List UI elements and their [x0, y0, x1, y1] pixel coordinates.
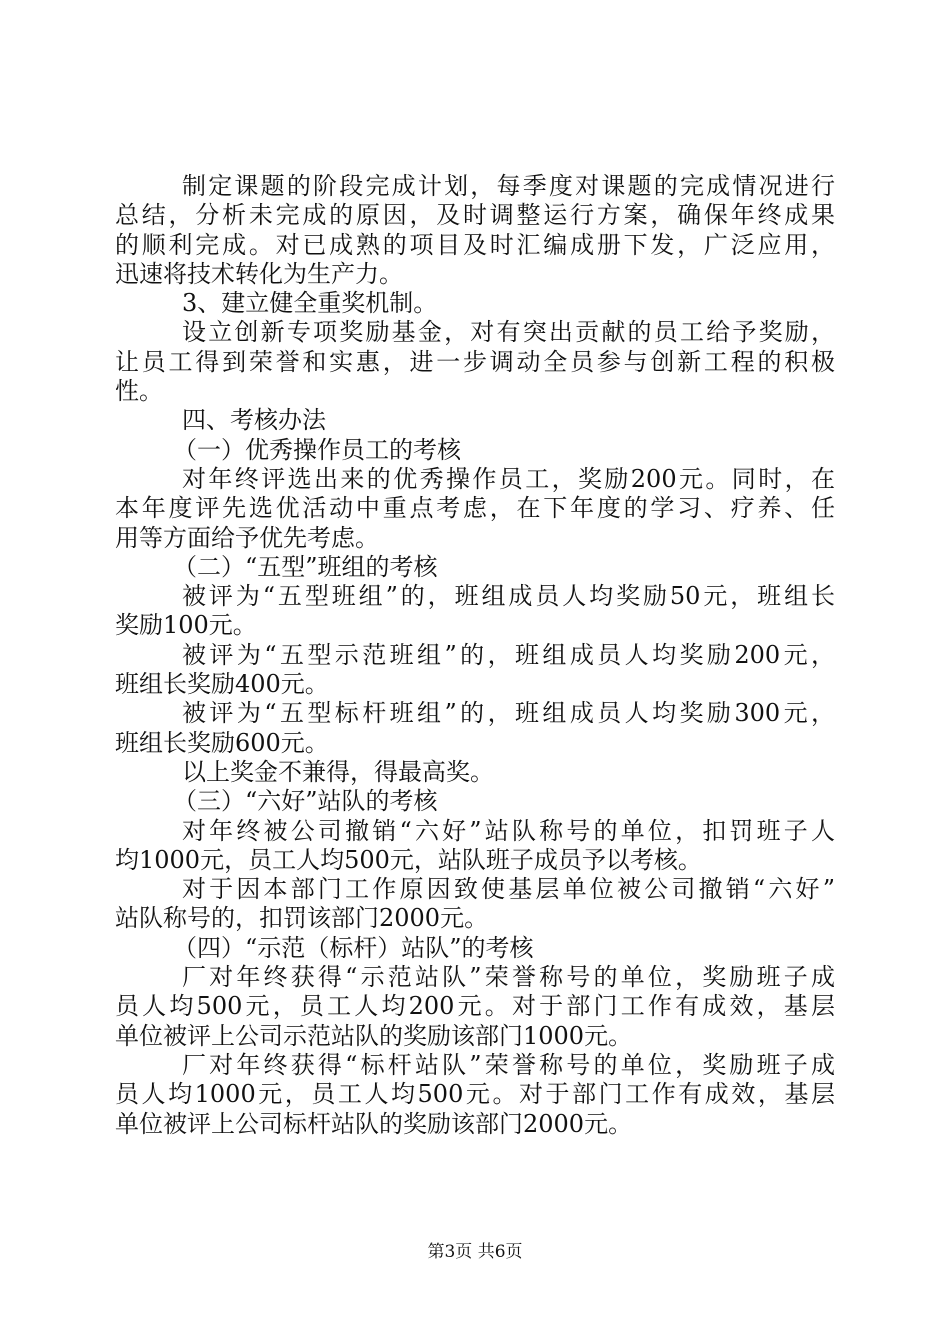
- paragraph-five-type-team: [115, 582, 835, 641]
- heading-reward-mechanism: [115, 289, 835, 318]
- text-line: 总结，分析未完成的原因，及时调整运行方案，确保年终成果: [115, 201, 835, 230]
- paragraph-reward-fund: [115, 318, 835, 406]
- paragraph-excellent-staff: [115, 465, 835, 553]
- text-line: 制定课题的阶段完成计划，每季度对课题的完成情况进行: [182, 172, 835, 200]
- text-line: 迅速将技术转化为生产力。: [115, 259, 403, 288]
- document-body: [115, 172, 835, 1139]
- text-line: 员人均1000元，员工人均500元。对于部门工作有成效，基层: [115, 1080, 835, 1109]
- text-line: 对年终评选出来的优秀操作员工，奖励200元。同时，在: [182, 464, 835, 493]
- text-line: 奖励100元。: [115, 611, 257, 640]
- text-line: （三）“六好”站队的考核: [173, 787, 438, 816]
- text-line: 设立创新专项奖励基金，对有突出贡献的员工给予奖励，: [182, 318, 835, 347]
- paragraph-benchmark-station: [115, 1051, 835, 1139]
- text-line: 四、考核办法: [182, 406, 326, 435]
- text-line: 让员工得到荣誉和实惠，进一步调动全员参与创新工程的积极: [115, 347, 835, 376]
- text-line: （一）优秀操作员工的考核: [173, 435, 461, 464]
- text-line: 3、建立健全重奖机制。: [182, 289, 438, 318]
- heading-demo-station: [115, 934, 835, 963]
- text-line: （二）“五型”班组的考核: [173, 552, 438, 581]
- text-line: 厂对年终获得“示范站队”荣誉称号的单位，奖励班子成: [182, 963, 835, 992]
- text-line: 厂对年终获得“标杆站队”荣誉称号的单位，奖励班子成: [182, 1050, 835, 1079]
- paragraph-demo-station: [115, 963, 835, 1051]
- paragraph-six-good-revoked: [115, 817, 835, 876]
- text-line: （四）“示范（标杆）站队”的考核: [173, 933, 534, 962]
- text-line: 以上奖金不兼得，得最高奖。: [182, 757, 494, 786]
- text-line: 用等方面给予优先考虑。: [115, 523, 379, 552]
- heading-excellent-staff: [115, 436, 835, 465]
- text-line: 对年终被公司撤销“六好”站队称号的单位，扣罚班子人: [182, 816, 835, 845]
- text-line: 对于因本部门工作原因致使基层单位被公司撤销“六好”: [182, 875, 835, 904]
- text-line: 被评为“五型班组”的，班组成员人均奖励50元，班组长: [182, 582, 835, 611]
- page-number: 第3页 共6页: [427, 1242, 523, 1262]
- text-line: 性。: [115, 377, 163, 406]
- text-line: 的顺利完成。对已成熟的项目及时汇编成册下发，广泛应用，: [115, 230, 835, 259]
- heading-assessment-methods: [115, 406, 835, 435]
- text-line: 单位被评上公司标杆站队的奖励该部门2000元。: [115, 1109, 633, 1138]
- text-line: 班组长奖励600元。: [115, 728, 329, 757]
- heading-six-good-station: [115, 787, 835, 816]
- paragraph-no-double-award: [115, 758, 835, 787]
- text-line: 单位被评上公司示范站队的奖励该部门1000元。: [115, 1021, 633, 1050]
- paragraph-five-type-benchmark-team: [115, 699, 835, 758]
- text-line: 被评为“五型示范班组”的，班组成员人均奖励200元，: [182, 640, 835, 669]
- text-line: 站队称号的，扣罚该部门2000元。: [115, 904, 489, 933]
- text-line: 班组长奖励400元。: [115, 670, 329, 699]
- paragraph-plan: [115, 172, 835, 289]
- text-line: 被评为“五型标杆班组”的，班组成员人均奖励300元，: [182, 699, 835, 728]
- text-line: 本年度评先选优活动中重点考虑，在下年度的学习、疗养、任: [115, 494, 835, 523]
- paragraph-department-penalty: [115, 875, 835, 934]
- heading-five-type-team: [115, 553, 835, 582]
- text-line: 员人均500元，员工人均200元。对于部门工作有成效，基层: [115, 992, 835, 1021]
- text-line: 均1000元，员工人均500元，站队班子成员予以考核。: [115, 845, 702, 874]
- paragraph-five-type-demo-team: [115, 641, 835, 700]
